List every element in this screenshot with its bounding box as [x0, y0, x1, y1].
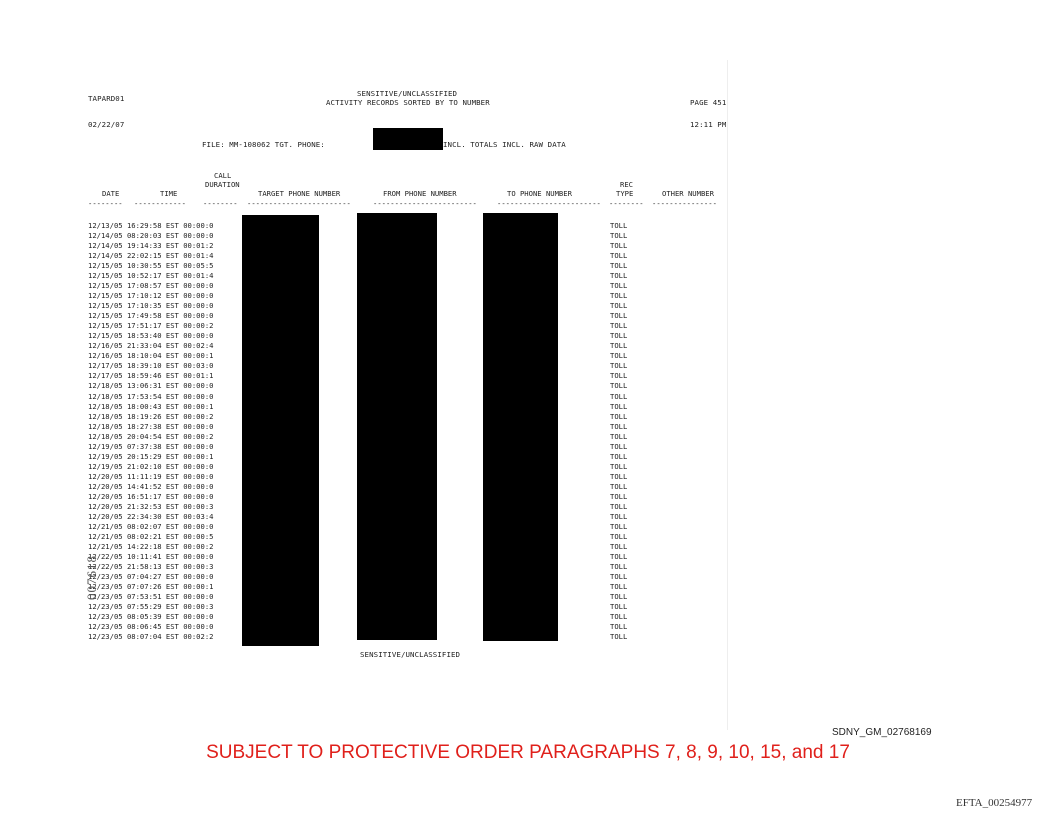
table-row: 12/18/05 17:53:54 EST 00:00:0: [88, 392, 214, 401]
table-row: 12/20/05 16:51:17 EST 00:00:0: [88, 492, 214, 501]
rec-type-cell: TOLL: [610, 311, 628, 320]
dash-rec: --------: [609, 199, 644, 208]
rec-type-cell: TOLL: [610, 592, 628, 601]
rec-type-cell: TOLL: [610, 492, 628, 501]
rec-type-cell: TOLL: [610, 231, 628, 240]
rec-type-cell: TOLL: [610, 412, 628, 421]
col-duration: DURATION: [205, 180, 240, 189]
rec-type-cell: TOLL: [610, 612, 628, 621]
rec-type-cell: TOLL: [610, 522, 628, 531]
table-row: 12/18/05 18:00:43 EST 00:00:1: [88, 402, 214, 411]
table-row: 12/15/05 17:49:58 EST 00:00:0: [88, 311, 214, 320]
col-target: TARGET PHONE NUMBER: [258, 189, 341, 198]
table-row: 12/15/05 10:30:55 EST 00:05:5: [88, 261, 214, 270]
rec-type-cell: TOLL: [610, 462, 628, 471]
efta-number: EFTA_00254977: [956, 797, 1033, 809]
rec-type-cell: TOLL: [610, 632, 628, 641]
table-row: 12/21/05 08:02:21 EST 00:00:5: [88, 532, 214, 541]
rec-type-cell: TOLL: [610, 562, 628, 571]
file-suffix: INCL. TOTALS INCL. RAW DATA: [443, 140, 566, 149]
table-row: 12/16/05 18:10:04 EST 00:00:1: [88, 351, 214, 360]
table-row: 12/23/05 08:07:04 EST 00:02:2: [88, 632, 214, 641]
from-column-redaction: [357, 213, 437, 640]
table-row: 12/20/05 21:32:53 EST 00:00:3: [88, 502, 214, 511]
table-row: 12/18/05 18:19:26 EST 00:00:2: [88, 412, 214, 421]
header-classification: SENSITIVE/UNCLASSIFIED: [357, 89, 458, 98]
protective-order-notice: SUBJECT TO PROTECTIVE ORDER PARAGRAPHS 7, 8, 9, 10, 15, and 17: [206, 742, 850, 763]
footer-classification: SENSITIVE/UNCLASSIFIED: [360, 650, 461, 659]
rec-type-cell: TOLL: [610, 422, 628, 431]
table-row: 12/19/05 21:02:10 EST 00:00:0: [88, 462, 214, 471]
table-row: 12/18/05 18:27:38 EST 00:00:0: [88, 422, 214, 431]
table-row: 12/15/05 17:10:35 EST 00:00:0: [88, 301, 214, 310]
table-row: 12/15/05 17:51:17 EST 00:00:2: [88, 321, 214, 330]
rec-type-cell: TOLL: [610, 241, 628, 250]
dash-duration: --------: [203, 199, 238, 208]
col-other: OTHER NUMBER: [662, 189, 714, 198]
rec-type-cell: TOLL: [610, 361, 628, 370]
target-phone-redaction: [373, 128, 443, 150]
table-row: 12/15/05 18:53:40 EST 00:00:0: [88, 331, 214, 340]
rec-type-cell: TOLL: [610, 512, 628, 521]
rec-type-cell: TOLL: [610, 572, 628, 581]
rec-type-cell: TOLL: [610, 442, 628, 451]
table-row: 12/19/05 07:37:38 EST 00:00:0: [88, 442, 214, 451]
target-column-redaction: [242, 215, 319, 646]
col-rec: REC: [620, 180, 633, 189]
rec-type-cell: TOLL: [610, 392, 628, 401]
rec-type-cell: TOLL: [610, 281, 628, 290]
rec-type-cell: TOLL: [610, 472, 628, 481]
rec-type-cell: TOLL: [610, 271, 628, 280]
rec-type-cell: TOLL: [610, 502, 628, 511]
rec-type-cell: TOLL: [610, 381, 628, 390]
table-row: 12/23/05 08:06:45 EST 00:00:0: [88, 622, 214, 631]
rec-type-cell: TOLL: [610, 301, 628, 310]
rec-type-cell: TOLL: [610, 602, 628, 611]
table-row: 12/21/05 08:02:07 EST 00:00:0: [88, 522, 214, 531]
table-row: 12/23/05 07:04:27 EST 00:00:0: [88, 572, 214, 581]
table-row: 12/23/05 07:53:51 EST 00:00:0: [88, 592, 214, 601]
table-row: 12/15/05 17:10:12 EST 00:00:0: [88, 291, 214, 300]
table-row: 12/23/05 07:55:29 EST 00:00:3: [88, 602, 214, 611]
table-row: 12/20/05 22:34:30 EST 00:03:4: [88, 512, 214, 521]
rec-type-cell: TOLL: [610, 371, 628, 380]
rec-type-cell: TOLL: [610, 432, 628, 441]
table-row: 12/14/05 08:20:03 EST 00:00:0: [88, 231, 214, 240]
rec-type-cell: TOLL: [610, 291, 628, 300]
rec-type-cell: TOLL: [610, 622, 628, 631]
dash-date: --------: [88, 199, 123, 208]
side-stamp: 007618: [84, 555, 99, 600]
report-id: TAPARD01: [88, 94, 125, 103]
table-row: 12/20/05 11:11:19 EST 00:00:0: [88, 472, 214, 481]
dash-to: ------------------------: [497, 199, 601, 208]
to-column-redaction: [483, 213, 558, 641]
dash-other: ---------------: [652, 199, 717, 208]
rec-type-cell: TOLL: [610, 402, 628, 411]
table-row: 12/17/05 18:39:10 EST 00:03:0: [88, 361, 214, 370]
col-from: FROM PHONE NUMBER: [383, 189, 457, 198]
report-date: 02/22/07: [88, 120, 125, 129]
table-row: 12/21/05 14:22:18 EST 00:00:2: [88, 542, 214, 551]
table-row: 12/17/05 18:59:46 EST 00:01:1: [88, 371, 214, 380]
bates-number: SDNY_GM_02768169: [832, 727, 932, 738]
report-time: 12:11 PM: [690, 120, 727, 129]
rec-type-cell: TOLL: [610, 251, 628, 260]
dash-target: ------------------------: [247, 199, 351, 208]
dash-from: ------------------------: [373, 199, 477, 208]
table-row: 12/14/05 19:14:33 EST 00:01:2: [88, 241, 214, 250]
report-title: ACTIVITY RECORDS SORTED BY TO NUMBER: [326, 98, 490, 107]
table-row: 12/18/05 13:06:31 EST 00:00:0: [88, 381, 214, 390]
rec-type-cell: TOLL: [610, 321, 628, 330]
rec-type-cell: TOLL: [610, 452, 628, 461]
rec-type-cell: TOLL: [610, 351, 628, 360]
col-time: TIME: [160, 189, 178, 198]
col-to: TO PHONE NUMBER: [507, 189, 572, 198]
table-row: 12/22/05 21:58:13 EST 00:00:3: [88, 562, 214, 571]
page-number: PAGE 451: [690, 98, 727, 107]
dash-time: ------------: [134, 199, 186, 208]
table-row: 12/16/05 21:33:04 EST 00:02:4: [88, 341, 214, 350]
rec-type-cell: TOLL: [610, 221, 628, 230]
table-row: 12/19/05 20:15:29 EST 00:00:1: [88, 452, 214, 461]
col-call: CALL: [214, 171, 232, 180]
rec-type-cell: TOLL: [610, 482, 628, 491]
rec-type-cell: TOLL: [610, 542, 628, 551]
table-row: 12/20/05 14:41:52 EST 00:00:0: [88, 482, 214, 491]
table-row: 12/13/05 16:29:58 EST 00:00:0: [88, 221, 214, 230]
table-row: 12/23/05 07:07:26 EST 00:00:1: [88, 582, 214, 591]
table-row: 12/15/05 17:08:57 EST 00:00:0: [88, 281, 214, 290]
table-row: 12/22/05 10:11:41 EST 00:00:0: [88, 552, 214, 561]
rec-type-cell: TOLL: [610, 341, 628, 350]
rec-type-cell: TOLL: [610, 552, 628, 561]
col-type: TYPE: [616, 189, 634, 198]
table-row: 12/23/05 08:05:39 EST 00:00:0: [88, 612, 214, 621]
rec-type-cell: TOLL: [610, 331, 628, 340]
table-row: 12/18/05 20:04:54 EST 00:00:2: [88, 432, 214, 441]
rec-type-cell: TOLL: [610, 532, 628, 541]
scan-edge: [727, 60, 728, 730]
rec-type-cell: TOLL: [610, 261, 628, 270]
file-label: FILE: MM-108062 TGT. PHONE:: [202, 140, 325, 149]
table-row: 12/14/05 22:02:15 EST 00:01:4: [88, 251, 214, 260]
col-date: DATE: [102, 189, 120, 198]
rec-type-cell: TOLL: [610, 582, 628, 591]
table-row: 12/15/05 10:52:17 EST 00:01:4: [88, 271, 214, 280]
